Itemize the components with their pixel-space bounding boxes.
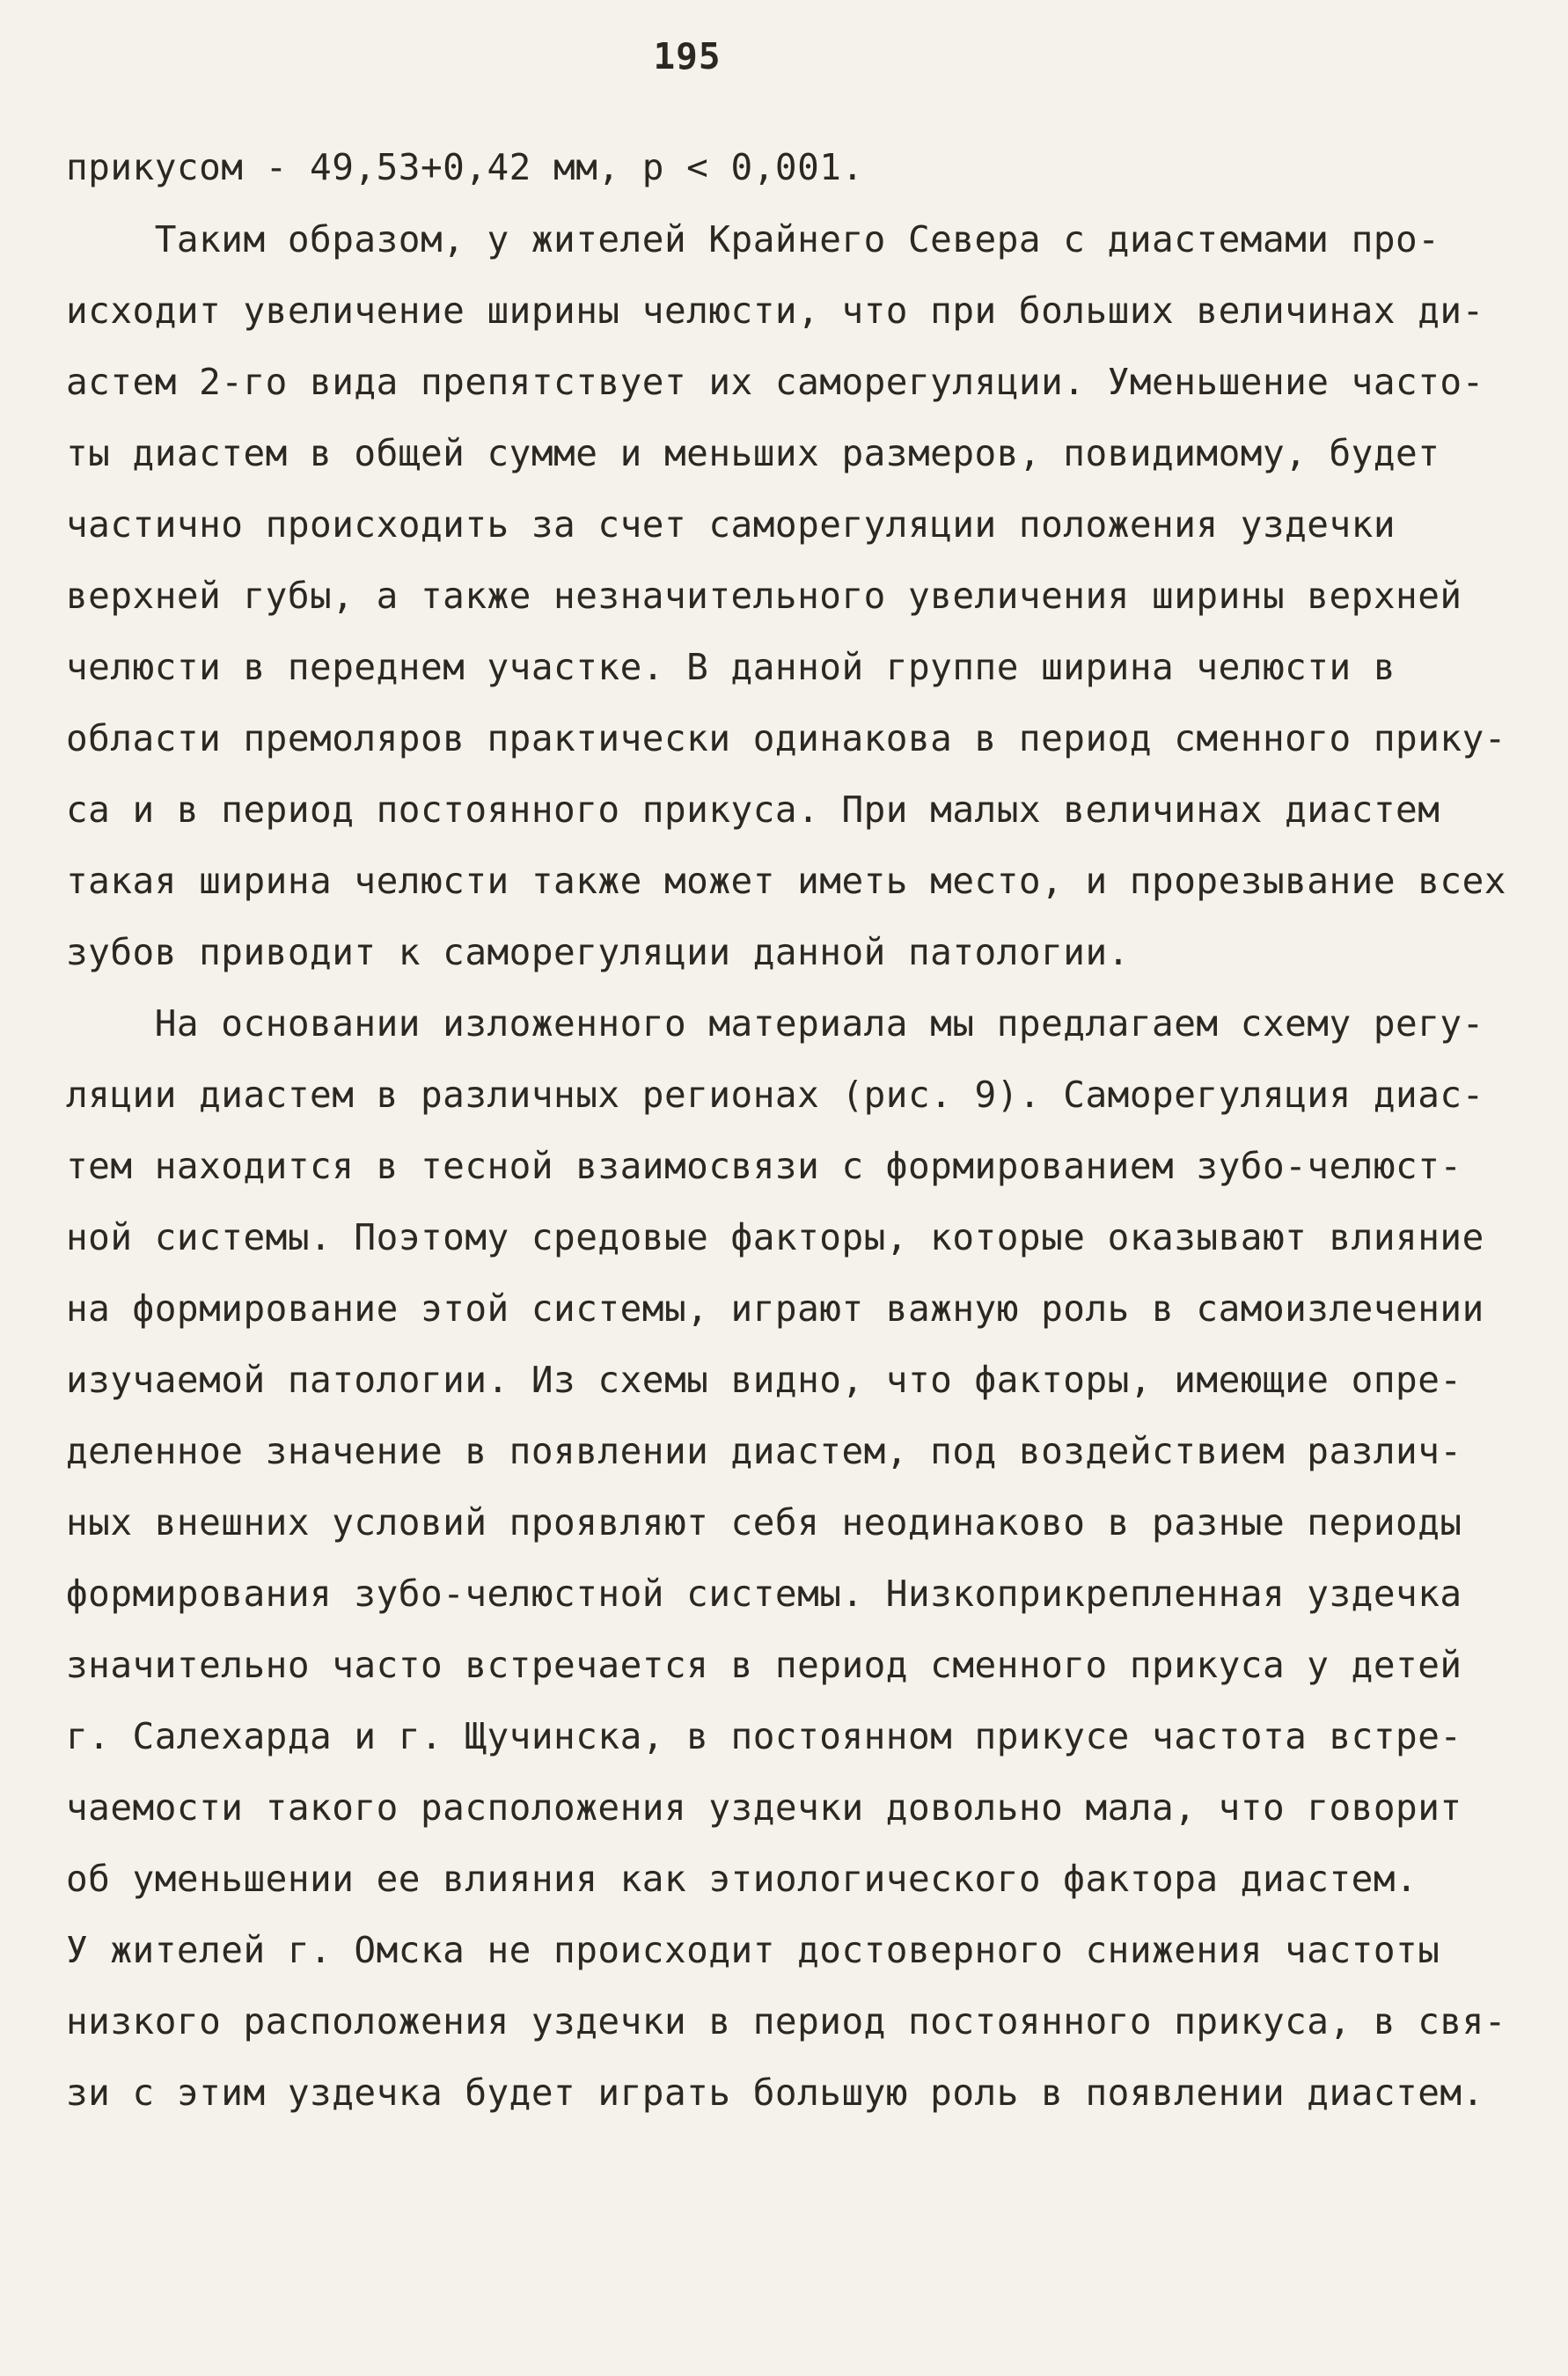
text-line-15: тем находится в тесной взаимосвязи с формированием зубо-челюст- <box>66 1145 1462 1187</box>
text-line-12: зубов приводит к саморегуляции данной патологии. <box>66 931 1130 973</box>
text-line-16: ной системы. Поэтому средовые факторы, которые оказывают влияние <box>66 1216 1484 1258</box>
text-line-3: исходит увеличение ширины челюсти, что при больших величинах ди- <box>66 290 1484 332</box>
text-line-9: области премоляров практически одинакова в период сменного прику- <box>66 717 1506 759</box>
text-line-2: Таким образом, у жителей Крайнего Севера с диастемами про- <box>66 218 1440 260</box>
text-line-7: верхней губы, а также незначительного увеличения ширины верхней <box>66 575 1462 617</box>
text-line-23: г. Салехарда и г. Щучинска, в постоянном прикусе частота встре- <box>66 1715 1462 1757</box>
text-line-1: прикусом - 49,53+0,42 мм, р < 0,001. <box>66 146 864 188</box>
text-line-6: частично происходить за счет саморегуляции положения уздечки <box>66 503 1396 546</box>
text-line-11: такая ширина челюсти также может иметь место, и прорезывание всех <box>66 860 1506 902</box>
text-line-13: На основании изложенного материала мы предлагаем схему регу- <box>66 1002 1484 1045</box>
text-line-4: астем 2-го вида препятствует их саморегуляции. Уменьшение часто- <box>66 361 1484 403</box>
page-number: 195 <box>653 35 722 77</box>
text-line-25: об уменьшении ее влияния как этиологического фактора диастем. <box>66 1858 1418 1900</box>
text-line-22: значительно часто встречается в период сменного прикуса у детей <box>66 1644 1462 1686</box>
text-line-8: челюсти в переднем участке. В данной группе ширина челюсти в <box>66 646 1396 688</box>
text-line-5: ты диастем в общей сумме и меньших размеров, повидимому, будет <box>66 432 1440 474</box>
text-line-10: са и в период постоянного прикуса. При малых величинах диастем <box>66 788 1440 831</box>
text-line-28: зи с этим уздечка будет играть большую роль в появлении диастем. <box>66 2072 1484 2114</box>
text-line-27: низкого расположения уздечки в период постоянного прикуса, в свя- <box>66 2000 1506 2042</box>
text-line-17: на формирование этой системы, играют важную роль в самоизлечении <box>66 1287 1484 1330</box>
text-line-24: чаемости такого расположения уздечки довольно мала, что говорит <box>66 1786 1462 1829</box>
text-line-18: изучаемой патологии. Из схемы видно, что факторы, имеющие опре- <box>66 1359 1462 1401</box>
text-line-26: У жителей г. Омска не происходит достоверного снижения частоты <box>66 1929 1440 1971</box>
text-line-20: ных внешних условий проявляют себя неодинаково в разные периоды <box>66 1501 1462 1544</box>
text-line-19: деленное значение в появлении диастем, под воздействием различ- <box>66 1430 1462 1472</box>
text-line-21: формирования зубо-челюстной системы. Низкоприкрепленная уздечка <box>66 1573 1462 1615</box>
text-line-14: ляции диастем в различных регионах (рис. 9). Саморегуляция диас- <box>66 1074 1484 1116</box>
